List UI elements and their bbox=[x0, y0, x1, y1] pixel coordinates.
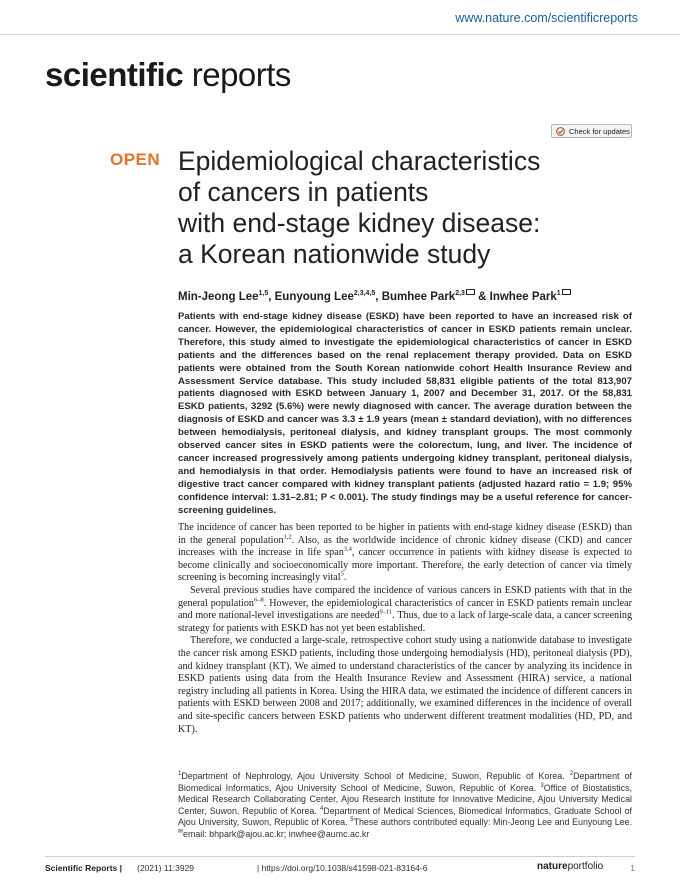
article-body bbox=[178, 522, 632, 736]
text-run: Therefore, we conducted a large-scale, retrospective cohort study using a nationwide database to investigate the cancer risk among ESKD patients, including those undergoing hemodialysis (HD), peritoneal dialysis (PD), and kidney transplant (KT). We aimed to understand characteristics of the cancer by analyzing its incidence in ESKD patients using data from the Health Insurance Review and Assessment (HIRA) service, a national registry including all patients in Korea. Using the HIRA data, we estimated the incidence of different cancers in patients with ESKD between 2008 and 2017; additionally, we examined differences in the incidence of overall and site-specific cancers between ESKD patients who underwent different treatment modalities (HD, PD, and KT). bbox=[178, 635, 632, 735]
citation-superscript: 5 bbox=[340, 571, 344, 579]
body-paragraph bbox=[178, 635, 632, 736]
open-access-label: OPEN bbox=[110, 150, 161, 169]
text-run: Office of Biostatistics, Medical Research Collaborating Center, Ajou Research Institute for Innovative Medicine, Ajou University Medical Center, Suwon, Republic of Korea. bbox=[178, 782, 632, 816]
citation-superscript: 5 bbox=[350, 817, 354, 824]
text-run: Several previous studies have compared the incidence of various cancers in ESKD patients with that in the general population bbox=[178, 584, 632, 609]
citation-superscript: ✉ bbox=[178, 829, 184, 835]
author-affiliation: 2,3 bbox=[455, 290, 465, 297]
body-paragraph bbox=[178, 585, 632, 635]
top-bar bbox=[0, 0, 680, 36]
check-for-updates-button[interactable] bbox=[551, 124, 632, 138]
text-run: . bbox=[343, 572, 347, 584]
footer-volume: (2021) 11:3929 bbox=[137, 863, 195, 873]
affiliations bbox=[178, 771, 632, 841]
citation-superscript: 1 bbox=[178, 771, 182, 778]
text-run: The incidence of cancer has been reported to be higher in patients with end-stage kidney disease (ESKD) than in the general population bbox=[178, 522, 632, 546]
publisher-logo-bold: nature bbox=[537, 861, 568, 872]
journal-logo-light: reports bbox=[183, 56, 291, 93]
text-run: . Also, as the worldwide incidence of chronic kidney disease (CKD) and cancer increases with the increase in life span bbox=[178, 534, 632, 559]
journal-logo-bold: scientific bbox=[45, 56, 184, 93]
text-run: email: bhpark@ajou.ac.kr; inwhee@aumc.ac.kr bbox=[183, 828, 370, 839]
body-paragraph bbox=[178, 522, 632, 585]
author-affiliation: 1,5 bbox=[258, 290, 269, 297]
footer-divider bbox=[45, 856, 635, 857]
author-separator: , bbox=[268, 290, 275, 303]
citation-superscript: 4 bbox=[319, 805, 324, 812]
text-run: Department of Nephrology, Ajou University School of Medicine, Suwon, Republic of Korea. bbox=[181, 771, 570, 781]
citation-superscript: 3 bbox=[540, 782, 544, 789]
text-run: Department of Biomedical Informatics, Ajou University School of Medicine, Suwon, Republic of Korea. bbox=[178, 771, 632, 793]
journal-url-link[interactable]: www.nature.com/scientificreports bbox=[455, 11, 638, 25]
check-updates-icon bbox=[556, 127, 565, 136]
author-and: & bbox=[474, 290, 490, 303]
title-line: Epidemiological characteristics bbox=[178, 146, 541, 176]
citation-superscript: 9–11 bbox=[379, 608, 393, 616]
text-run: Department of Medical Sciences, Biomedical Informatics, Graduate School of Ajou University, Suwon, Republic of Korea. bbox=[178, 805, 632, 828]
text-run: . However, the epidemiological characteristics of cancer in ESKD patients remain unclear and more national-level investigations are needed bbox=[178, 597, 633, 622]
citation-superscript: 1,2 bbox=[283, 533, 292, 541]
author-name[interactable]: Min‑Jeong Lee bbox=[178, 290, 259, 303]
author-name[interactable]: Bumhee Park bbox=[381, 290, 456, 303]
journal-logo bbox=[45, 56, 291, 94]
page-number: 1 bbox=[630, 863, 635, 873]
title-line: of cancers in patients bbox=[178, 177, 429, 207]
title-line: with end‑stage kidney disease: bbox=[178, 208, 541, 238]
check-updates-label: Check for updates bbox=[569, 126, 630, 136]
author-affiliation: 2,3,4,5 bbox=[353, 290, 376, 297]
abstract: Patients with end-stage kidney disease (ESKD) have been reported to have an increased risk of cancer. However, the epidemiological characteristics of cancer in ESKD patients remain unclear. Therefore, this study aimed to investigate the epidemiological characteristics of cancer in ESKD patients and the differences based on the renal replacement therapy provided. Data on ESKD patients were obtained from the South Korean nationwide cohort Health Insurance Review and Assessment Service database. This study included 58,831 eligible patients of the total 813,907 patients diagnosed with ESKD between January 1, 2007 and December 31, 2017. Of the 58,831 ESKD patients, 3292 (5.6%) were newly diagnosed with cancer. The average duration between the diagnosis of ESKD and cancer was 3.3 ± 1.9 years (mean ± standard deviation), with no differences between hemodialysis, peritoneal dialysis, and kidney transplant groups. The most commonly observed cancer sites in ESKD patients were the colorectum, lung, and liver. The incidence of cancer increased progressively among patients undergoing kidney transplant, peritoneal dialysis, and hemodialysis in that order. Hemodialysis patients were found to have an increased risk of digestive tract cancer compared with kidney transplant patients (adjusted hazard ratio = 1.9; 95% confidence interval: 1.31–2.81; P < 0.001). The study findings may be a useful reference for cancer-screening guidelines. bbox=[178, 311, 632, 516]
article-title bbox=[178, 146, 618, 270]
footer-doi-link[interactable]: | https://doi.org/10.1038/s41598-021-83164-6 bbox=[257, 863, 428, 873]
author-name[interactable]: Eunyoung Lee bbox=[274, 290, 354, 303]
author-affiliation: 1 bbox=[556, 290, 561, 297]
footer-journal: Scientific Reports | bbox=[45, 863, 123, 873]
citation-superscript: 2 bbox=[569, 771, 574, 778]
author-name[interactable]: Inwhee Park bbox=[489, 290, 557, 303]
email-icon[interactable] bbox=[562, 289, 571, 295]
text-run: These authors contributed equally: Min-Jeong Lee and Eunyoung Lee. bbox=[353, 817, 632, 828]
author-list bbox=[178, 290, 571, 303]
text-run: . Thus, due to a lack of large-scale data, a cancer screening strategy for patients with ESKD has not yet been established. bbox=[178, 610, 632, 634]
text-run: , cancer occurrence in patients with kidney disease is expected to become clinically and socioeconomically more important. Therefore, the early detection of cancer via timely screening is becoming increasingly vital bbox=[178, 547, 632, 584]
header-divider bbox=[0, 34, 680, 35]
title-line: a Korean nationwide study bbox=[178, 239, 491, 269]
publisher-logo bbox=[537, 861, 603, 872]
publisher-logo-light: portfolio bbox=[567, 861, 604, 872]
author-separator: , bbox=[375, 290, 382, 303]
citation-superscript: 6–8 bbox=[253, 596, 264, 604]
citation-superscript: 3,4 bbox=[343, 545, 352, 553]
email-icon[interactable] bbox=[466, 289, 475, 295]
